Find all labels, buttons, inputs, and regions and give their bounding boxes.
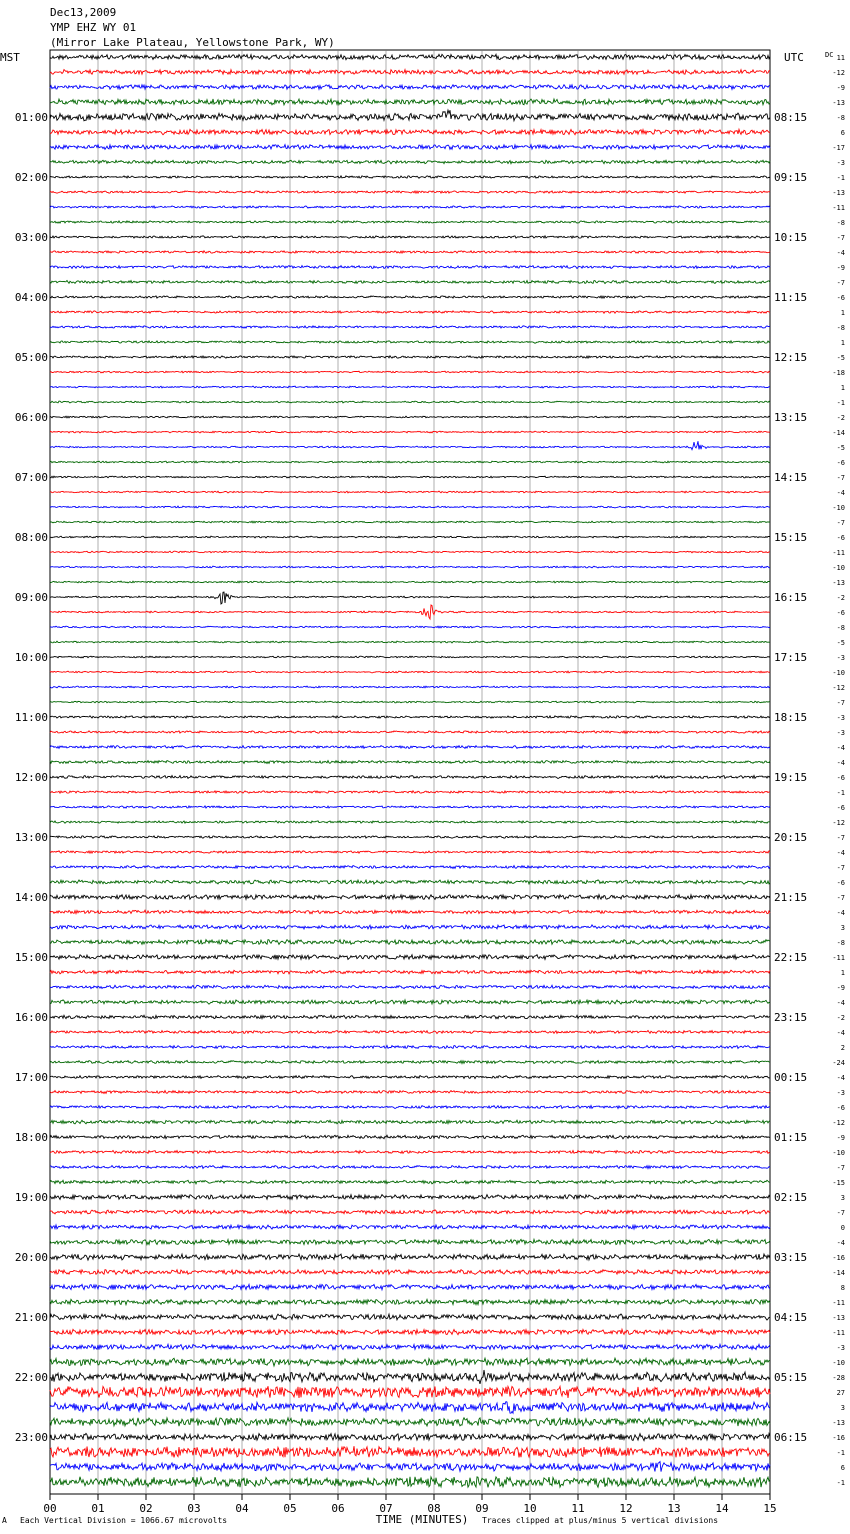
dc-offset-label: -4 bbox=[836, 1239, 845, 1247]
trace-line bbox=[50, 221, 770, 223]
dc-offset-label: -10 bbox=[832, 564, 845, 572]
mst-hour-label: 02:00 bbox=[14, 171, 48, 184]
dc-offset-label: -13 bbox=[832, 1314, 845, 1322]
utc-hour-label: 22:15 bbox=[774, 951, 808, 964]
trace-line bbox=[50, 940, 770, 945]
dc-offset-label: -12 bbox=[832, 684, 845, 692]
utc-hour-labels bbox=[774, 111, 807, 1444]
mst-hour-label: 23:00 bbox=[14, 1431, 48, 1444]
utc-hour-label: 21:15 bbox=[774, 891, 808, 904]
trace-line bbox=[50, 251, 770, 253]
trace-line bbox=[50, 431, 770, 433]
x-tick-label: 02 bbox=[139, 1502, 153, 1515]
utc-hour-label: 02:15 bbox=[774, 1191, 808, 1204]
dc-offset-label: -1 bbox=[836, 1449, 845, 1457]
dc-offset-label: -5 bbox=[836, 354, 845, 362]
trace-line bbox=[50, 1446, 770, 1457]
utc-hour-label: 19:15 bbox=[774, 771, 808, 784]
dc-offset-label: -6 bbox=[836, 459, 845, 467]
utc-hour-label: 16:15 bbox=[774, 591, 808, 604]
dc-offset-label: -11 bbox=[832, 954, 845, 962]
trace-line bbox=[50, 1299, 770, 1304]
trace-line bbox=[50, 401, 770, 403]
trace-line bbox=[50, 1225, 770, 1229]
trace-line bbox=[50, 895, 770, 900]
mst-hour-label: 15:00 bbox=[14, 951, 48, 964]
dc-offset-label: 1 bbox=[840, 339, 845, 347]
dc-offset-label: -3 bbox=[836, 1089, 845, 1097]
dc-offset-label: 27 bbox=[836, 1389, 845, 1397]
utc-hour-label: 04:15 bbox=[774, 1311, 808, 1324]
dc-offset-label: -7 bbox=[836, 894, 845, 902]
trace-line bbox=[50, 441, 770, 450]
dc-offset-label: 1 bbox=[840, 969, 845, 977]
trace-line bbox=[50, 491, 770, 493]
utc-hour-label: 00:15 bbox=[774, 1071, 808, 1084]
dc-offset-label: -3 bbox=[836, 654, 845, 662]
dc-offset-label: -3 bbox=[836, 714, 845, 722]
mst-hour-label: 03:00 bbox=[14, 231, 48, 244]
utc-hour-label: 09:15 bbox=[774, 171, 808, 184]
trace-line bbox=[50, 85, 770, 90]
trace-line bbox=[50, 626, 770, 628]
mst-hour-label: 09:00 bbox=[14, 591, 48, 604]
trace-line bbox=[50, 1314, 770, 1320]
x-tick-label: 14 bbox=[715, 1502, 729, 1515]
trace-line bbox=[50, 791, 770, 793]
dc-offset-label: -14 bbox=[832, 1269, 845, 1277]
dc-offset-label: -24 bbox=[832, 1059, 845, 1067]
dc-offset-label: -1 bbox=[836, 1479, 845, 1487]
dc-offset-label: -6 bbox=[836, 534, 845, 542]
trace-line bbox=[50, 566, 770, 568]
mst-hour-label: 16:00 bbox=[14, 1011, 48, 1024]
dc-offset-label: -28 bbox=[832, 1374, 845, 1382]
dc-offset-labels bbox=[832, 54, 845, 1487]
dc-offset-label: -1 bbox=[836, 399, 845, 407]
utc-hour-label: 18:15 bbox=[774, 711, 808, 724]
mst-hour-label: 08:00 bbox=[14, 531, 48, 544]
dc-offset-label: -4 bbox=[836, 849, 845, 857]
dc-offset-label: -18 bbox=[832, 369, 845, 377]
utc-hour-label: 23:15 bbox=[774, 1011, 808, 1024]
utc-hour-label: 06:15 bbox=[774, 1431, 808, 1444]
trace-line bbox=[50, 1386, 770, 1398]
utc-hour-label: 08:15 bbox=[774, 111, 808, 124]
dc-offset-label: 1 bbox=[840, 309, 845, 317]
utc-hour-label: 10:15 bbox=[774, 231, 808, 244]
dc-offset-label: -7 bbox=[836, 234, 845, 242]
trace-line bbox=[50, 54, 770, 59]
mst-hour-label: 05:00 bbox=[14, 351, 48, 364]
mst-axis-label: MST bbox=[0, 51, 20, 64]
dc-offset-label: -6 bbox=[836, 1104, 845, 1112]
dc-offset-label: -9 bbox=[836, 264, 845, 272]
trace-line bbox=[50, 236, 770, 238]
mst-hour-label: 14:00 bbox=[14, 891, 48, 904]
footer-mark: A bbox=[2, 1516, 7, 1525]
dc-offset-label: -11 bbox=[832, 1299, 845, 1307]
x-tick-label: 04 bbox=[235, 1502, 249, 1515]
trace-line bbox=[50, 416, 770, 418]
trace-line bbox=[50, 99, 770, 105]
utc-hour-label: 20:15 bbox=[774, 831, 808, 844]
dc-offset-label: -8 bbox=[836, 939, 845, 947]
x-tick-label: 13 bbox=[667, 1502, 681, 1515]
trace-line bbox=[50, 191, 770, 193]
utc-hour-label: 11:15 bbox=[774, 291, 808, 304]
trace-line bbox=[50, 1135, 770, 1139]
trace-line bbox=[50, 686, 770, 688]
dc-offset-label: -4 bbox=[836, 1029, 845, 1037]
plot-date: Dec13,2009 bbox=[50, 6, 117, 19]
x-axis-title: TIME (MINUTES) bbox=[375, 1513, 469, 1526]
dc-offset-label: 6 bbox=[840, 129, 845, 137]
dc-offset-label: -11 bbox=[832, 1329, 845, 1337]
dc-offset-label: -15 bbox=[832, 1179, 845, 1187]
trace-line bbox=[50, 1061, 770, 1064]
trace-line bbox=[50, 985, 770, 988]
x-tick-label: 12 bbox=[619, 1502, 633, 1515]
utc-hour-label: 05:15 bbox=[774, 1371, 808, 1384]
scale-note: Each Vertical Division = 1066.67 microvolts bbox=[20, 1516, 228, 1525]
mst-hour-label: 20:00 bbox=[14, 1251, 48, 1264]
dc-offset-label: -14 bbox=[832, 429, 845, 437]
trace-line bbox=[50, 866, 770, 869]
mst-hour-label: 18:00 bbox=[14, 1131, 48, 1144]
trace-line bbox=[50, 731, 770, 733]
dc-offset-label: -9 bbox=[836, 1134, 845, 1142]
trace-line bbox=[50, 356, 770, 358]
trace-line bbox=[50, 1210, 770, 1214]
utc-hour-label: 01:15 bbox=[774, 1131, 808, 1144]
trace-line bbox=[50, 371, 770, 373]
trace-line bbox=[50, 1329, 770, 1334]
dc-offset-label: -7 bbox=[836, 1209, 845, 1217]
clip-note: Traces clipped at plus/minus 5 vertical divisions bbox=[482, 1516, 719, 1525]
trace-line bbox=[50, 1418, 770, 1427]
trace-line bbox=[50, 1046, 770, 1049]
trace-line bbox=[50, 1015, 770, 1019]
trace-line bbox=[50, 476, 770, 478]
dc-offset-label: -5 bbox=[836, 444, 845, 452]
utc-hour-label: 14:15 bbox=[774, 471, 808, 484]
trace-line bbox=[50, 656, 770, 658]
x-tick-label: 11 bbox=[571, 1502, 585, 1515]
station-location: (Mirror Lake Plateau, Yellowstone Park, WY) bbox=[50, 36, 335, 49]
dc-offset-label: -10 bbox=[832, 1359, 845, 1367]
dc-offset-label: 3 bbox=[840, 924, 845, 932]
x-tick-label: 10 bbox=[523, 1502, 537, 1515]
trace-line bbox=[50, 1344, 770, 1349]
dc-offset-label: -4 bbox=[836, 249, 845, 257]
trace-line bbox=[50, 70, 770, 75]
x-tick-label: 15 bbox=[763, 1502, 777, 1515]
trace-line bbox=[50, 326, 770, 328]
utc-axis-label: UTC bbox=[784, 51, 804, 64]
trace-line bbox=[50, 1254, 770, 1260]
x-tick-label: 08 bbox=[427, 1502, 441, 1515]
dc-offset-label: 2 bbox=[840, 1044, 845, 1052]
x-tick-label: 01 bbox=[91, 1502, 105, 1515]
trace-line bbox=[50, 266, 770, 269]
trace-line bbox=[50, 145, 770, 150]
mst-hour-label: 10:00 bbox=[14, 651, 48, 664]
trace-line bbox=[50, 1358, 770, 1366]
x-axis bbox=[43, 1494, 776, 1515]
dc-offset-label: -12 bbox=[832, 1119, 845, 1127]
trace-line bbox=[50, 1151, 770, 1154]
trace-line bbox=[50, 1462, 770, 1472]
trace-line bbox=[50, 129, 770, 134]
dc-offset-label: -16 bbox=[832, 1254, 845, 1262]
dc-offset-label: 6 bbox=[840, 1464, 845, 1472]
trace-line bbox=[50, 821, 770, 823]
trace-line bbox=[50, 1284, 770, 1289]
dc-offset-label: -13 bbox=[832, 99, 845, 107]
trace-line bbox=[50, 1270, 770, 1275]
dc-offset-label: -4 bbox=[836, 1074, 845, 1082]
dc-offset-label: -4 bbox=[836, 759, 845, 767]
x-tick-label: 09 bbox=[475, 1502, 489, 1515]
trace-line bbox=[50, 386, 770, 388]
trace-line bbox=[50, 851, 770, 853]
dc-offset-label: -5 bbox=[836, 639, 845, 647]
dc-offset-label: -17 bbox=[832, 144, 845, 152]
x-tick-label: 03 bbox=[187, 1502, 201, 1515]
trace-line bbox=[50, 1031, 770, 1034]
mst-hour-label: 11:00 bbox=[14, 711, 48, 724]
mst-hour-label: 12:00 bbox=[14, 771, 48, 784]
dc-offset-label: -7 bbox=[836, 474, 845, 482]
trace-line bbox=[50, 341, 770, 343]
mst-hour-label: 07:00 bbox=[14, 471, 48, 484]
dc-offset-label: -10 bbox=[832, 1149, 845, 1157]
trace-line bbox=[50, 910, 770, 914]
dc-offset-label: -10 bbox=[832, 669, 845, 677]
trace-line bbox=[50, 671, 770, 673]
mst-hour-label: 22:00 bbox=[14, 1371, 48, 1384]
dc-offset-label: 1 bbox=[840, 384, 845, 392]
dc-offset-label: -7 bbox=[836, 834, 845, 842]
trace-line bbox=[50, 551, 770, 553]
trace-line bbox=[50, 1477, 770, 1488]
mst-hour-label: 21:00 bbox=[14, 1311, 48, 1324]
dc-offset-label: -4 bbox=[836, 999, 845, 1007]
trace-line bbox=[50, 1402, 770, 1414]
station-code: YMP EHZ WY 01 bbox=[50, 21, 137, 34]
trace-line bbox=[50, 806, 770, 808]
utc-hour-label: 15:15 bbox=[774, 531, 808, 544]
trace-line bbox=[50, 641, 770, 643]
mst-hour-label: 06:00 bbox=[14, 411, 48, 424]
dc-offset-label: -8 bbox=[836, 114, 845, 122]
trace-line bbox=[50, 880, 770, 884]
trace-line bbox=[50, 1076, 770, 1079]
trace-line bbox=[50, 506, 770, 508]
dc-offset-label: -6 bbox=[836, 609, 845, 617]
trace-line bbox=[50, 1195, 770, 1200]
trace-line bbox=[50, 581, 770, 583]
dc-offset-label: -4 bbox=[836, 489, 845, 497]
mst-hour-label: 19:00 bbox=[14, 1191, 48, 1204]
trace-line bbox=[50, 1166, 770, 1169]
dc-offset-label: -8 bbox=[836, 219, 845, 227]
trace-line bbox=[50, 536, 770, 538]
dc-offset-label: -7 bbox=[836, 699, 845, 707]
utc-hour-label: 13:15 bbox=[774, 411, 808, 424]
dc-offset-label: -9 bbox=[836, 84, 845, 92]
trace-line bbox=[50, 955, 770, 960]
dc-offset-label: -3 bbox=[836, 729, 845, 737]
trace-line bbox=[50, 761, 770, 764]
dc-offset-label: -7 bbox=[836, 519, 845, 527]
trace-line bbox=[50, 281, 770, 284]
dc-offset-label: -2 bbox=[836, 594, 845, 602]
dc-offset-label: 3 bbox=[840, 1404, 845, 1412]
mst-hour-labels bbox=[15, 111, 48, 1444]
dc-offset-label: -12 bbox=[832, 819, 845, 827]
dc-offset-label: -9 bbox=[836, 984, 845, 992]
dc-offset-label: -4 bbox=[836, 744, 845, 752]
dc-offset-label: -8 bbox=[836, 324, 845, 332]
dc-offset-label: -7 bbox=[836, 279, 845, 287]
trace-line bbox=[50, 592, 770, 604]
dc-offset-label: -13 bbox=[832, 189, 845, 197]
trace-line bbox=[50, 160, 770, 164]
dc-offset-label: -4 bbox=[836, 909, 845, 917]
utc-hour-label: 12:15 bbox=[774, 351, 808, 364]
dc-offset-label: -6 bbox=[836, 879, 845, 887]
dc-offset-label: -3 bbox=[836, 159, 845, 167]
dc-offset-label: -11 bbox=[832, 549, 845, 557]
trace-line bbox=[50, 206, 770, 208]
dc-offset-label: -6 bbox=[836, 804, 845, 812]
x-tick-label: 00 bbox=[43, 1502, 57, 1515]
trace-line bbox=[50, 1180, 770, 1184]
trace-line bbox=[50, 1120, 770, 1124]
dc-offset-label: -10 bbox=[832, 504, 845, 512]
trace-line bbox=[50, 925, 770, 929]
trace-line bbox=[50, 176, 770, 178]
trace-line bbox=[50, 1370, 770, 1384]
trace-line bbox=[50, 296, 770, 298]
trace-line bbox=[50, 1091, 770, 1094]
dc-offset-label: -7 bbox=[836, 864, 845, 872]
dc-offset-label: 11 bbox=[836, 54, 845, 62]
trace-line bbox=[50, 605, 770, 619]
trace-line bbox=[50, 1106, 770, 1109]
trace-line bbox=[50, 110, 770, 121]
trace-line bbox=[50, 746, 770, 749]
seismic-traces bbox=[50, 54, 770, 1487]
dc-offset-label: -2 bbox=[836, 414, 845, 422]
dc-offset-label: -13 bbox=[832, 1419, 845, 1427]
trace-line bbox=[50, 1433, 770, 1440]
utc-hour-label: 17:15 bbox=[774, 651, 808, 664]
dc-offset-label: -12 bbox=[832, 69, 845, 77]
dc-offset-label: -2 bbox=[836, 1014, 845, 1022]
dc-offset-label: -6 bbox=[836, 294, 845, 302]
trace-line bbox=[50, 970, 770, 974]
dc-offset-label: -16 bbox=[832, 1434, 845, 1442]
dc-offset-label: -6 bbox=[836, 774, 845, 782]
x-tick-label: 07 bbox=[379, 1502, 393, 1515]
mst-hour-label: 04:00 bbox=[14, 291, 48, 304]
dc-offset-label: -13 bbox=[832, 579, 845, 587]
dc-offset-label: -1 bbox=[836, 789, 845, 797]
dc-offset-label: 3 bbox=[840, 1194, 845, 1202]
mst-hour-label: 13:00 bbox=[14, 831, 48, 844]
dc-offset-label: 8 bbox=[840, 1284, 845, 1292]
trace-line bbox=[50, 311, 770, 313]
trace-line bbox=[50, 716, 770, 718]
x-tick-label: 05 bbox=[283, 1502, 297, 1515]
dc-offset-label: 0 bbox=[840, 1224, 845, 1232]
dc-offset-label: -11 bbox=[832, 204, 845, 212]
x-tick-label: 06 bbox=[331, 1502, 345, 1515]
trace-line bbox=[50, 1000, 770, 1004]
dc-offset-label: -1 bbox=[836, 174, 845, 182]
dc-label: DC bbox=[825, 51, 834, 59]
dc-offset-label: -7 bbox=[836, 1164, 845, 1172]
trace-line bbox=[50, 776, 770, 779]
trace-line bbox=[50, 461, 770, 463]
mst-hour-label: 01:00 bbox=[14, 111, 48, 124]
trace-line bbox=[50, 701, 770, 703]
mst-hour-label: 17:00 bbox=[14, 1071, 48, 1084]
trace-line bbox=[50, 1239, 770, 1244]
utc-hour-label: 03:15 bbox=[774, 1251, 808, 1264]
dc-offset-label: -8 bbox=[836, 624, 845, 632]
trace-line bbox=[50, 836, 770, 838]
dc-offset-label: -3 bbox=[836, 1344, 845, 1352]
trace-line bbox=[50, 521, 770, 523]
